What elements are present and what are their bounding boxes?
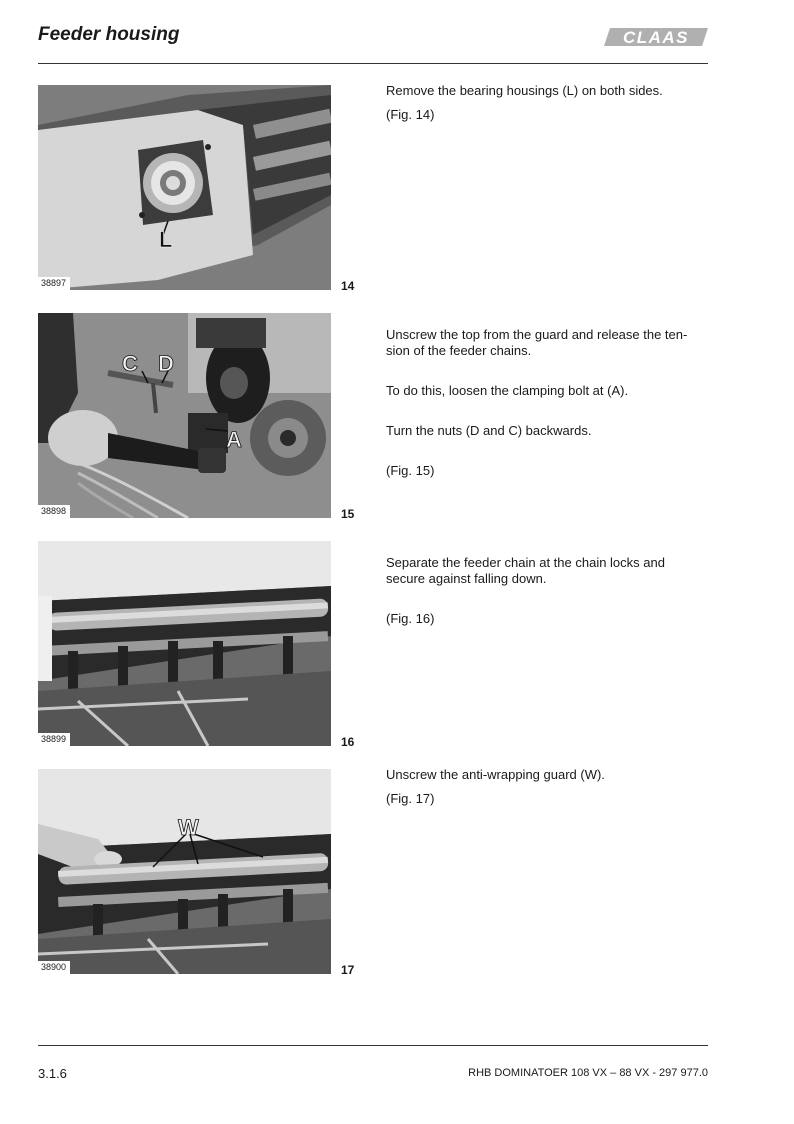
figure-16-photo — [38, 541, 331, 746]
callouts-c-d — [120, 347, 184, 377]
figure-15-photo — [38, 313, 331, 518]
claas-logo — [604, 26, 708, 48]
svg-text:W: W — [178, 815, 199, 840]
figure-number: 16 — [341, 735, 355, 749]
step-text-15 — [386, 311, 706, 503]
figure-number: 15 — [341, 507, 355, 521]
callout-w — [176, 813, 208, 841]
page-number: 3.1.6 — [38, 1066, 67, 1081]
document-reference: RHB DOMINATOER 108 VX – 88 VX - 297 977.0 — [468, 1067, 708, 1079]
photo-id: 38900 — [38, 961, 70, 974]
step-text-16 — [386, 539, 706, 651]
callout-a — [224, 423, 254, 453]
instruction-text: To do this, loosen the clamping bolt at (A). — [386, 383, 629, 398]
svg-text:D: D — [158, 351, 174, 376]
photo-id: 38899 — [38, 733, 70, 746]
instruction-text: Remove the bearing housings (L) on both sides. — [386, 83, 663, 98]
figure-reference: (Fig. 15) — [386, 463, 435, 478]
svg-text:A: A — [226, 427, 242, 452]
figure-number: 17 — [341, 963, 355, 977]
figure-14-photo — [38, 85, 331, 290]
figure-reference: (Fig. 14) — [386, 107, 435, 122]
step-text-14 — [386, 83, 706, 131]
callout-l — [155, 225, 179, 253]
photo-id: 38897 — [38, 277, 70, 290]
svg-text:C: C — [122, 351, 138, 376]
figure-reference: (Fig. 16) — [386, 611, 435, 626]
svg-text:L: L — [159, 227, 173, 252]
photo-id: 38898 — [38, 505, 70, 518]
svg-text:CLAAS: CLAAS — [622, 28, 690, 47]
figure-17-photo — [38, 769, 331, 974]
figure-number: 14 — [341, 279, 355, 293]
instruction-text: Turn the nuts (D and C) backwards. — [386, 423, 592, 438]
instruction-text: Separate the feeder chain at the chain locks and secure against falling down. — [386, 555, 665, 586]
header-divider — [38, 63, 708, 64]
footer-divider — [38, 1045, 708, 1046]
instruction-text: Unscrew the top from the guard and release the ten- sion of the feeder chains. — [386, 327, 688, 358]
instruction-text: Unscrew the anti-wrapping guard (W). — [386, 767, 605, 782]
step-text-17 — [386, 767, 706, 815]
page-title: Feeder housing — [38, 24, 180, 45]
figure-reference: (Fig. 17) — [386, 791, 435, 806]
